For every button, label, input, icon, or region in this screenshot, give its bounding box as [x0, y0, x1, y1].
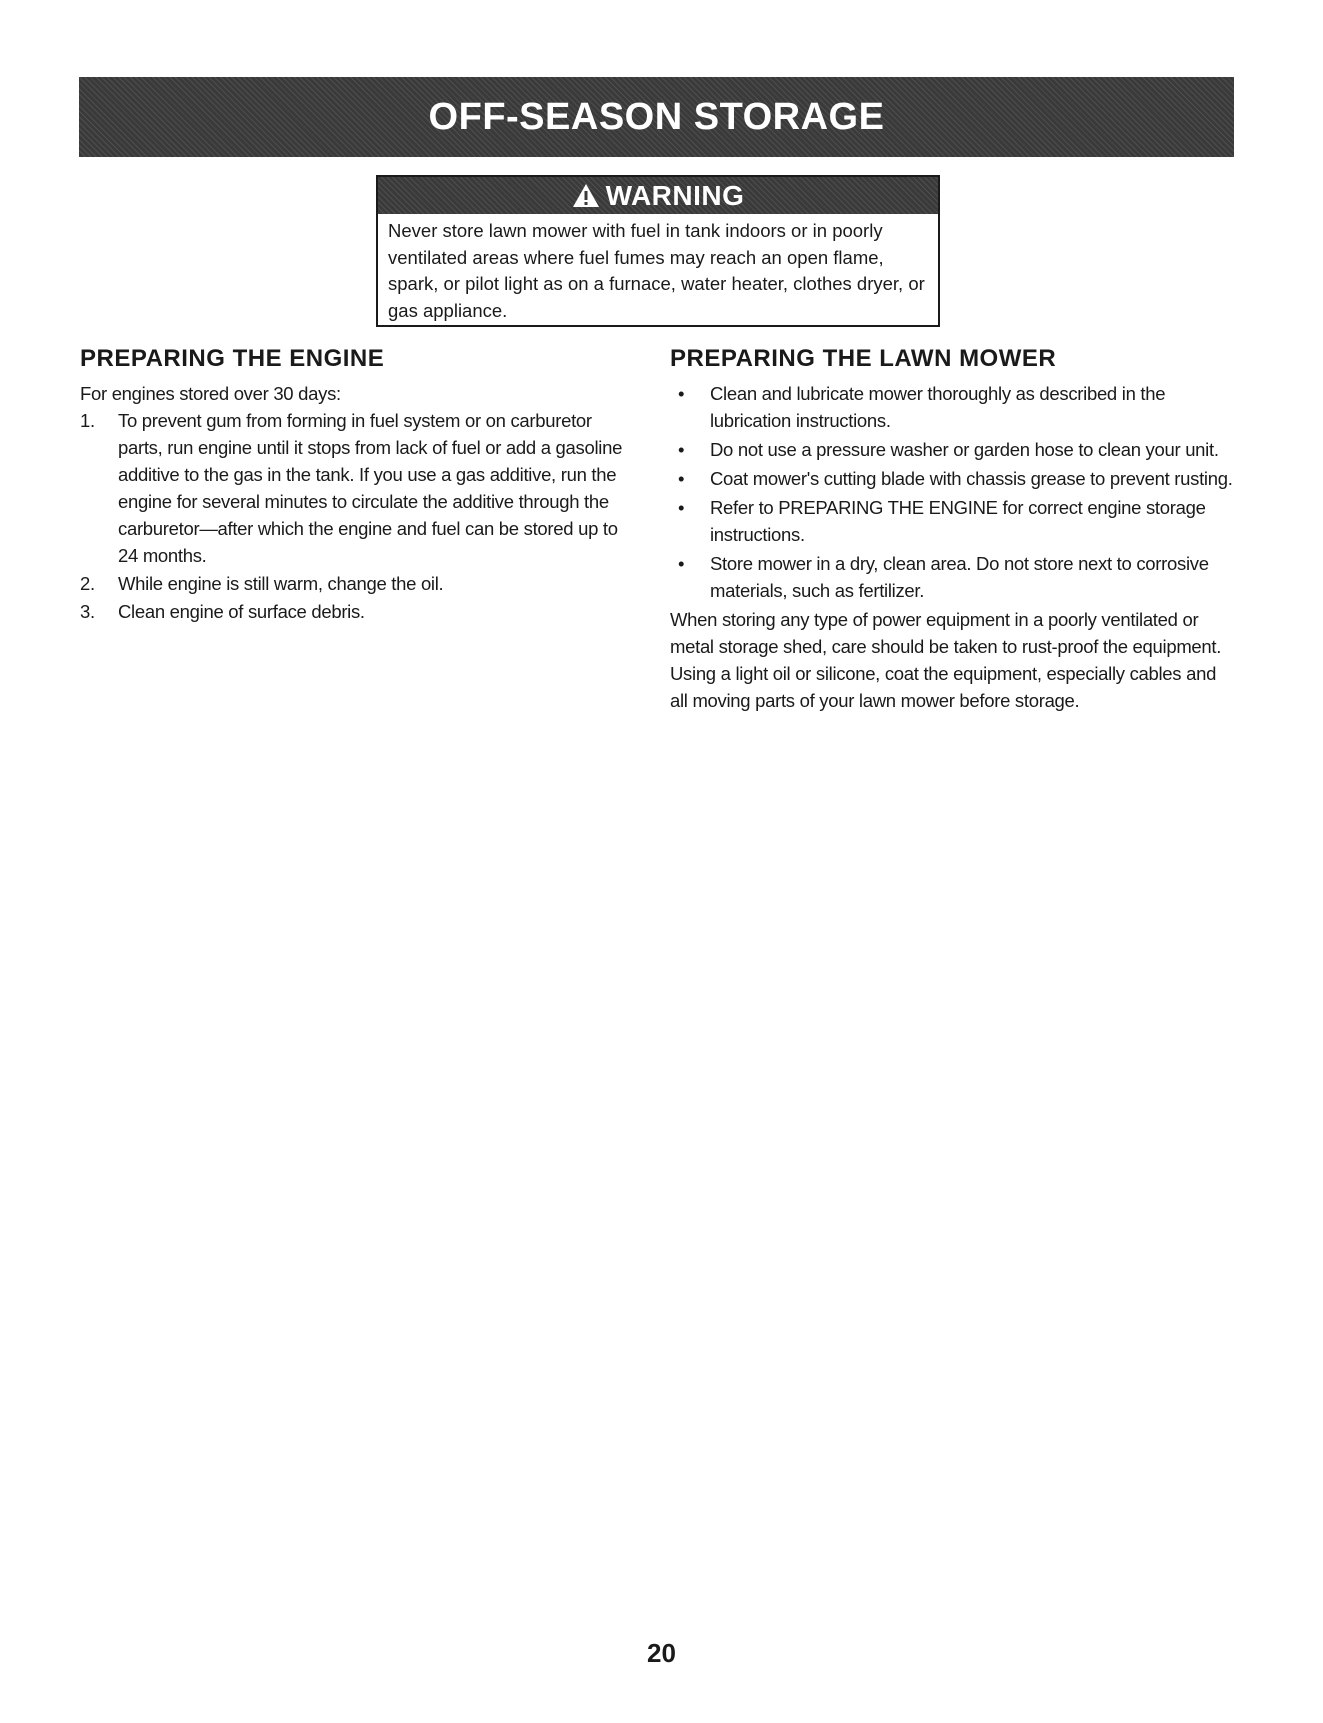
- list-item: [80, 570, 635, 597]
- engine-steps: [80, 407, 635, 625]
- warning-triangle-icon: [572, 183, 600, 208]
- step-number: 3.: [80, 601, 95, 622]
- list-item: [670, 494, 1235, 548]
- storage-note: When storing any type of power equipment in a poorly ventilated or metal storage shed, care should be taken to rust-proof the equipment. Using a light oil or silicone, coat the equipment, especially cables and all moving parts of your lawn mower before storage.: [670, 609, 1222, 711]
- engine-section: [80, 345, 635, 626]
- step-text: To prevent gum from forming in fuel system or on carburetor parts, run engine until it stops from lack of fuel or add a gasoline additive to the gas in the tank. If you use a gas additive, run the engine for several minutes to circulate the additive through the carburetor—after which the engine and fuel can be stored up to 24 months.: [118, 410, 623, 566]
- bullet-marker: •: [678, 383, 685, 404]
- item-text: Do not use a pressure washer or garden hose to clean your unit.: [710, 439, 1219, 460]
- item-text: Refer to PREPARING THE ENGINE for correct engine storage instructions.: [710, 497, 1206, 545]
- list-item: [670, 380, 1235, 434]
- step-text: While engine is still warm, change the oil.: [118, 573, 444, 594]
- mower-items: [670, 380, 1235, 604]
- warning-header: [378, 177, 938, 214]
- list-item: [670, 550, 1235, 604]
- item-text: Clean and lubricate mower thoroughly as described in the lubrication instructions.: [710, 383, 1166, 431]
- warning-text: Never store lawn mower with fuel in tank indoors or in poorly ventilated areas where fuel fumes may reach an open flame, spark, or pilot light as on a furnace, water heater, clothes dryer, or gas appliance.: [388, 220, 925, 321]
- engine-intro: For engines stored over 30 days:: [80, 383, 341, 404]
- page-title: OFF-SEASON STORAGE: [428, 95, 885, 138]
- bullet-marker: •: [678, 553, 685, 574]
- list-item: [670, 436, 1235, 463]
- bullet-marker: •: [678, 439, 685, 460]
- step-number: 1.: [80, 410, 95, 431]
- list-item: [670, 465, 1235, 492]
- section-banner: [79, 77, 1234, 157]
- warning-title: WARNING: [605, 179, 745, 211]
- mower-section: [670, 345, 1235, 714]
- page-number: 20: [647, 1638, 676, 1668]
- engine-heading: PREPARING THE ENGINE: [80, 345, 385, 372]
- bullet-marker: •: [678, 468, 685, 489]
- list-item: [80, 598, 635, 625]
- step-number: 2.: [80, 573, 95, 594]
- bullet-marker: •: [678, 497, 685, 518]
- item-text: Coat mower's cutting blade with chassis grease to prevent rusting.: [710, 468, 1233, 489]
- mower-heading: PREPARING THE LAWN MOWER: [670, 345, 1057, 372]
- step-text: Clean engine of surface debris.: [118, 601, 365, 622]
- warning-box: [376, 175, 940, 327]
- list-item: [80, 407, 635, 569]
- item-text: Store mower in a dry, clean area. Do not store next to corrosive materials, such as fertilizer.: [710, 553, 1209, 601]
